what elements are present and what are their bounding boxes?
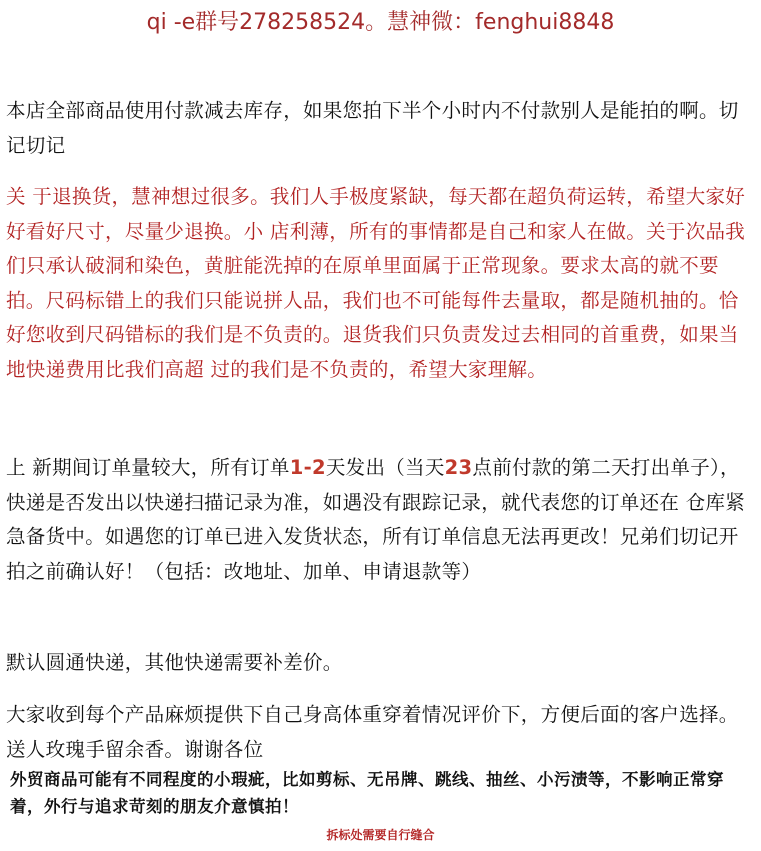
footer-note: 拆标处需要自行缝合 [326,828,435,842]
shipping-text-mid: 天发出（当天 [325,456,445,479]
returns-policy: 关 于退换货，慧神想过很多。我们人手极度紧缺，每天都在超负荷运转，希望大家好好看好尺寸，尽量少退换。小 店利薄，所有的事情都是自己和家人在做。关于次品我们只承认破洞和染色，黄脏能洗掉的在原单里面属于正常现象。要求太高的就不要拍。尺码标错上的我们只能说拼人品，我们也不可能每件去量取，都是随机抽的。恰好您收到尺码错标的我们是不负责的。退货我们只负责发过去相同的首重费，如果当地快递费用比我们高超 过的我们是不负责的，希望大家理解。 [6,185,746,381]
shipping-text-pre: 上 新期间订单量较大，所有订单 [6,456,290,479]
cutoff-hour: 23 [444,456,473,479]
payment-notice: 本店全部商品使用付款减去库存，如果您拍下半个小时内不付款别人是能拍的啊。切记切记 [6,99,739,157]
shipping-days: 1-2 [289,456,326,479]
contact-header: qi -e群号278258524。慧神微：fenghui8848 [146,10,615,35]
feedback-request: 大家收到每个产品麻烦提供下自己身高体重穿着情况评价下，方便后面的客户选择。送人玫瑰手留余香。谢谢各位 [6,703,739,761]
courier-notice: 默认圆通快递，其他快递需要补差价。 [6,651,343,674]
shipping-text-post: 点前付款的第二天打出单子），快递是否发出以快递扫描记录为准，如遇没有跟踪记录，就代表您的订单还在 仓库紧急备货中。如遇您的订单已进入发货状态，所有订单信息无法再更改！兄弟们切记开拍之前确认好！（包括：改地址、加单、申请退款等） [6,456,746,583]
shipping-policy [6,451,756,589]
defects-warning: 外贸商品可能有不同程度的小瑕疵，比如剪标、无吊牌、跳线、抽丝、小污渍等，不影响正常穿着，外行与追求苛刻的朋友介意慎拍！ [10,770,724,816]
